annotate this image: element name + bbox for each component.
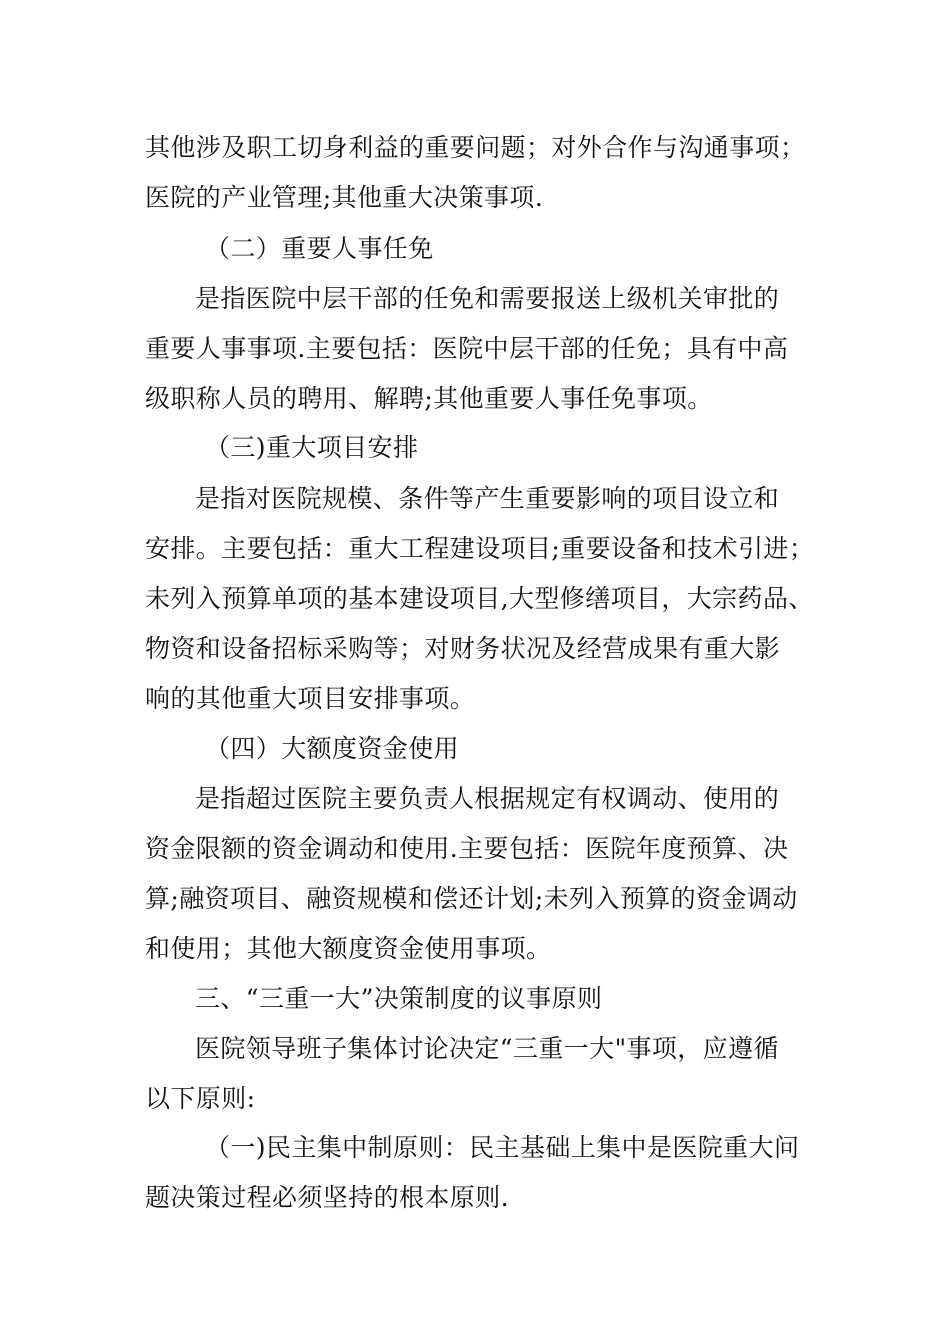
paragraph-start: 医院领导班子集体讨论决定“三重一大"事项，应遵循 — [195, 1034, 779, 1063]
section-heading: （四）大额度资金使用 — [205, 734, 460, 763]
section-heading: （二）重要人事任免 — [205, 234, 434, 263]
text-line: 和使用；其他大额度资金使用事项。 — [145, 934, 552, 963]
paragraph-start: 是指医院中层干部的任免和需要报送上级机关审批的 — [195, 284, 780, 313]
text-line: 级职称人员的聘用、解聘;其他重要人事任免事项。 — [145, 384, 713, 413]
text-line: 未列入预算单项的基本建设项目,大型修缮项目，大宗药品、 — [145, 584, 814, 613]
paragraph-start: （一)民主集中制原则：民主基础上集中是医院重大问 — [205, 1133, 800, 1162]
paragraph-start: 是指对医院规模、条件等产生重要影响的项目设立和 — [195, 484, 780, 513]
section-heading: （三)重大项目安排 — [205, 433, 419, 462]
text-line: 重要人事事项.主要包括：医院中层干部的任免；具有中高 — [145, 334, 789, 363]
section-heading: 三、“三重一大”决策制度的议事原则 — [195, 984, 603, 1013]
text-line: 资金限额的资金调动和使用.主要包括：医院年度预算、决 — [145, 834, 789, 863]
paragraph-start: 是指超过医院主要负责人根据规定有权调动、使用的 — [195, 784, 780, 813]
text-line: 医院的产业管理;其他重大决策事项. — [145, 183, 544, 212]
text-line: 算;融资项目、融资规模和偿还计划;未列入预算的资金调动 — [145, 884, 798, 913]
text-line: 以下原则: — [145, 1084, 256, 1113]
text-line: 题决策过程必须坚持的根本原则. — [145, 1183, 509, 1212]
text-line: 物资和设备招标采购等；对财务状况及经营成果有重大影 — [145, 634, 781, 663]
text-line: 其他涉及职工切身利益的重要问题；对外合作与沟通事项； — [145, 133, 806, 162]
text-line: 响的其他重大项目安排事项。 — [145, 684, 476, 713]
text-line: 安排。主要包括：重大工程建设项目;重要设备和技术引进； — [145, 534, 815, 563]
